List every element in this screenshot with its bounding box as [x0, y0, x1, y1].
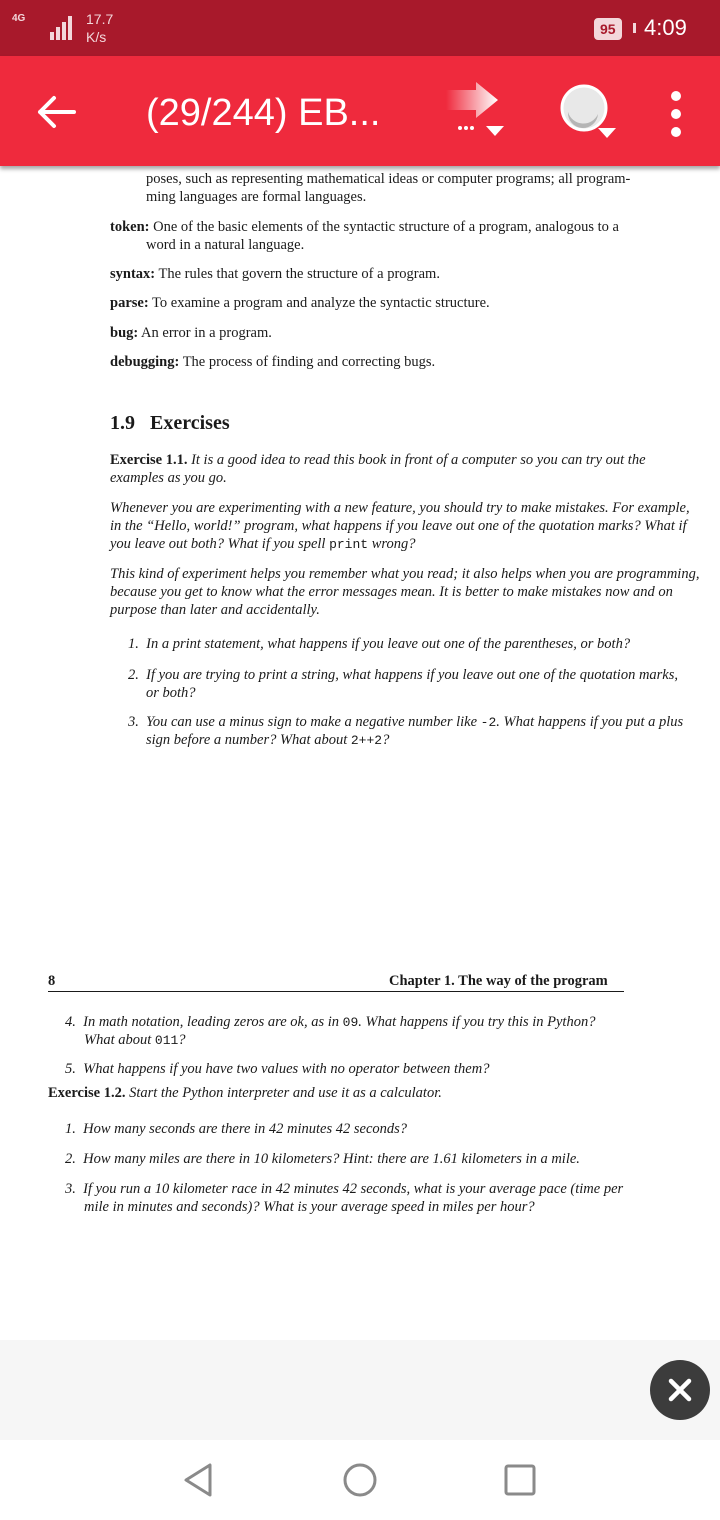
exercise-text: because you get to know what the error messages mean. It is better to make mistakes now and on	[110, 584, 673, 600]
signal-icon	[34, 14, 74, 40]
page-number: 8	[48, 973, 56, 989]
more-options-button[interactable]	[660, 86, 692, 142]
glossary-text: ming languages are formal languages.	[146, 189, 367, 205]
document-title: (29/244) EB...	[146, 92, 381, 134]
exercise-text: in the “Hello, world!” program, what happens if you leave out one of the quotation marks? What if	[110, 518, 687, 534]
list-item-cont: What about 011?	[84, 1032, 186, 1048]
header-rule	[48, 991, 624, 992]
section-heading: 1.9 Exercises	[110, 412, 230, 434]
glossary-entry: parse: To examine a program and analyze the syntactic structure.	[110, 295, 490, 311]
list-item: 3. You can use a minus sign to make a negative number like -2. What happens if you put a plus	[128, 714, 684, 730]
nav-recents-button[interactable]	[498, 1458, 542, 1502]
exercise-text: This kind of experiment helps you remember what you read; it also helps when you are programming,	[110, 566, 700, 582]
battery-tip	[633, 23, 636, 33]
status-bar	[0, 0, 720, 56]
list-item: 2. How many miles are there in 10 kilometers? Hint: there are 1.61 kilometers in a mile.	[65, 1151, 580, 1167]
glossary-text: poses, such as representing mathematical ideas or computer programs; all program-	[146, 171, 631, 187]
list-item: 1. In a print statement, what happens if you leave out one of the parentheses, or both?	[128, 636, 631, 652]
list-item: 1. How many seconds are there in 42 minutes 42 seconds?	[65, 1121, 408, 1137]
running-header: Chapter 1. The way of the program	[389, 973, 608, 989]
ad-area	[0, 1340, 720, 1440]
search-button[interactable]	[556, 80, 620, 144]
list-item: 2. If you are trying to print a string, what happens if you leave out one of the quotation marks,	[128, 667, 679, 683]
glossary-entry: token: One of the basic elements of the syntactic structure of a program, analogous to a	[110, 219, 619, 235]
nav-home-icon	[338, 1458, 382, 1502]
network-type: 4G	[12, 13, 26, 24]
nav-recents-icon	[498, 1458, 542, 1502]
close-ad-button[interactable]	[650, 1360, 710, 1420]
exercise-text: Whenever you are experimenting with a new feature, you should try to make mistakes. For example,	[110, 500, 690, 516]
list-item-cont: or both?	[146, 685, 196, 701]
search-icon	[556, 80, 620, 144]
pdf-page-top	[0, 166, 720, 966]
glossary-entry: syntax: The rules that govern the structure of a program.	[110, 266, 440, 282]
battery-icon: 95	[594, 18, 622, 40]
glossary-entry: bug: An error in a program.	[110, 325, 272, 341]
glossary-entry: debugging: The process of finding and correcting bugs.	[110, 354, 436, 370]
exercise-text: purpose than later and accidentally.	[110, 602, 320, 618]
list-item: 5. What happens if you have two values with no operator between them?	[65, 1061, 490, 1077]
app-bar	[0, 56, 720, 166]
pdf-page-bottom	[0, 956, 720, 1340]
more-vert-icon	[660, 86, 692, 142]
list-item: 3. If you run a 10 kilometer race in 42 minutes 42 seconds, what is your average pace (time per	[65, 1181, 624, 1197]
exercise-1-2: Exercise 1.2. Start the Python interpreter and use it as a calculator.	[48, 1085, 442, 1101]
nav-home-button[interactable]	[338, 1458, 382, 1502]
exercise-text: you leave out both? What if you spell print wrong?	[110, 536, 416, 552]
document-view[interactable]	[0, 166, 720, 1340]
list-item: 4. In math notation, leading zeros are ok, as in 09. What happens if you try this in Python?	[65, 1014, 596, 1030]
navigation-bar	[0, 1440, 720, 1520]
nav-back-icon	[176, 1458, 220, 1502]
back-arrow-icon	[28, 88, 84, 136]
nav-back-button[interactable]	[176, 1458, 220, 1502]
close-icon	[650, 1360, 710, 1420]
clock: 4:09	[644, 15, 687, 40]
share-button[interactable]	[440, 80, 512, 144]
list-item-cont: sign before a number? What about 2++2?	[146, 732, 390, 748]
list-item-cont: mile in minutes and seconds)? What is your average speed in miles per hour?	[84, 1199, 535, 1215]
network-speed: 17.7 K/s	[86, 11, 114, 45]
exercise-1-1: Exercise 1.1. It is a good idea to read this book in front of a computer so you can try out the	[110, 452, 646, 468]
exercise-text: examples as you go.	[110, 470, 227, 486]
back-button[interactable]	[28, 88, 84, 136]
share-forward-icon	[440, 80, 512, 144]
glossary-text: word in a natural language.	[146, 237, 305, 253]
